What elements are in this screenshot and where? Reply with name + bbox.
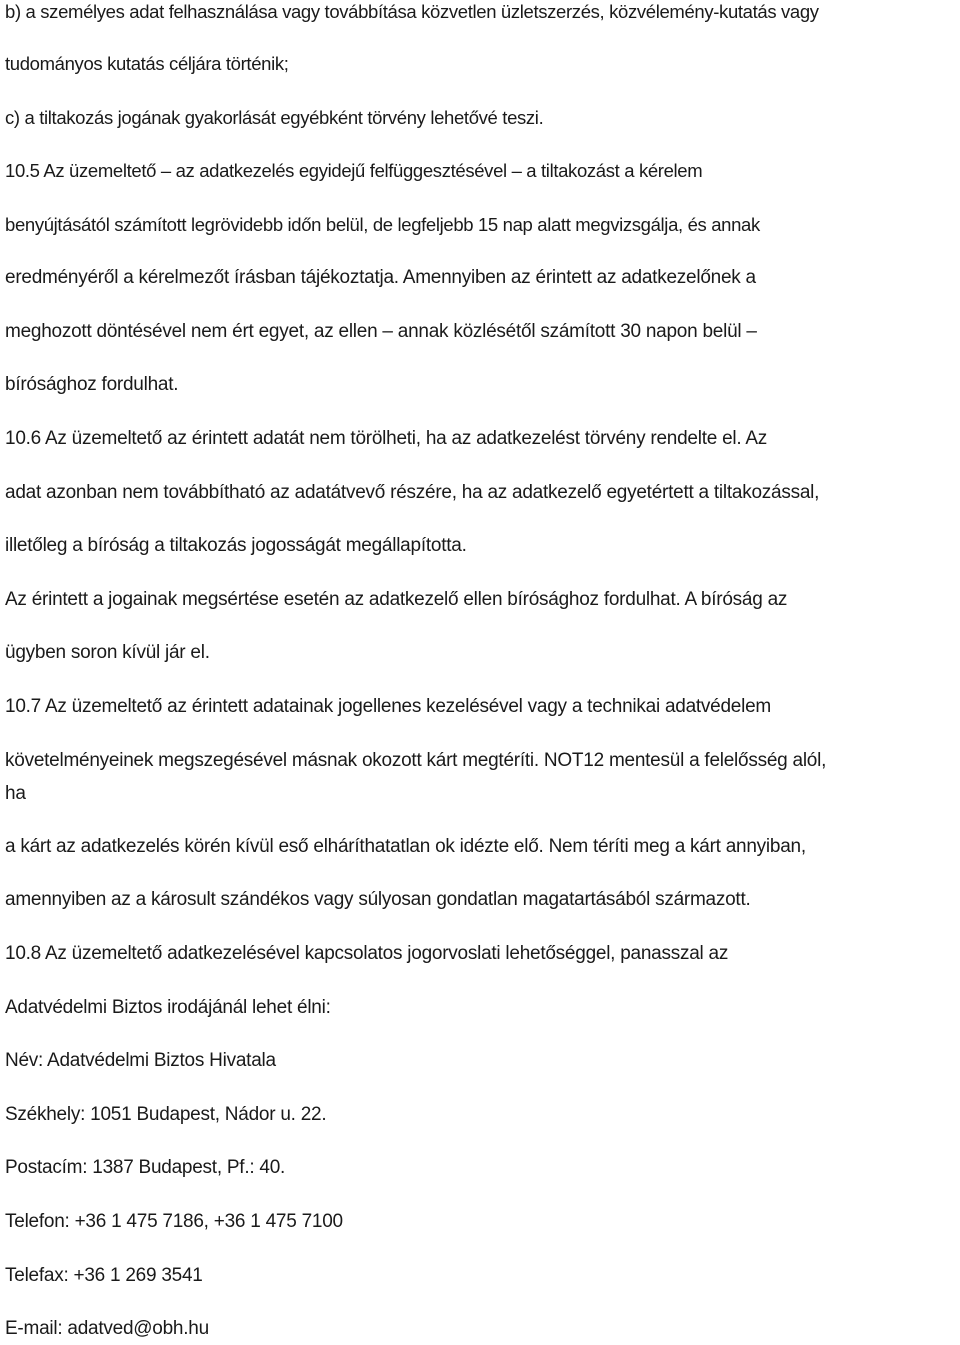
- text-line: bírósághoz fordulhat.: [5, 374, 179, 395]
- text-line: Adatvédelmi Biztos irodájánál lehet élni:: [5, 997, 331, 1018]
- text-line: Név: Adatvédelmi Biztos Hivatala: [5, 1050, 276, 1071]
- text-line: adat azonban nem továbbítható az adatátvevő részére, ha az adatkezelő egyetértett a tiltakozással,: [5, 482, 820, 503]
- email-line: E-mail: adatved@obh.hu: [5, 1318, 209, 1339]
- text-line: ügyben soron kívül jár el.: [5, 642, 210, 663]
- text-line: Postacím: 1387 Budapest, Pf.: 40.: [5, 1157, 286, 1178]
- text-line: Székhely: 1051 Budapest, Nádor u. 22.: [5, 1104, 327, 1125]
- text-line: amennyiben az a károsult szándékos vagy súlyosan gondatlan magatartásából származott.: [5, 889, 751, 910]
- text-line: Az érintett a jogainak megsértése esetén az adatkezelő ellen bírósághoz fordulhat. A bíróság az: [5, 589, 788, 610]
- text-line: b) a személyes adat felhasználása vagy továbbítása közvetlen üzletszerzés, közvélemény-kutatás vagy: [5, 1, 819, 22]
- text-line: tudományos kutatás céljára történik;: [5, 53, 289, 74]
- text-line: eredményéről a kérelmezőt írásban tájékoztatja. Amennyiben az érintett az adatkezelőnek a: [5, 267, 756, 288]
- text-line: Telefon: +36 1 475 7186, +36 1 475 7100: [5, 1211, 343, 1232]
- text-line: a kárt az adatkezelés körén kívül eső elháríthatatlan ok idézte elő. Nem téríti meg a kárt annyiban,: [5, 836, 806, 857]
- text-line: 10.8 Az üzemeltető adatkezelésével kapcsolatos jogorvoslati lehetőséggel, panasszal az: [5, 943, 729, 964]
- text-line: 10.5 Az üzemeltető – az adatkezelés egyidejű felfüggesztésével – a tiltakozást a kérelem: [5, 160, 703, 181]
- text-line: 10.6 Az üzemeltető az érintett adatát nem törölheti, ha az adatkezelést törvény rendelte el. Az: [5, 428, 768, 449]
- text-line: követelményeinek megszegésével másnak okozott kárt megtéríti. NOT12 mentesül a felelősség alól,: [5, 750, 827, 771]
- text-line: c) a tiltakozás jogának gyakorlását egyébként törvény lehetővé teszi.: [5, 107, 544, 128]
- text-line: benyújtásától számított legrövidebb időn belül, de legfeljebb 15 nap alatt megvizsgálja, és annak: [5, 214, 760, 235]
- text-line: meghozott döntésével nem ért egyet, az ellen – annak közlésétől számított 30 napon belül –: [5, 321, 757, 342]
- text-line: Telefax: +36 1 269 3541: [5, 1265, 203, 1286]
- text-line: 10.7 Az üzemeltető az érintett adatainak jogellenes kezelésével vagy a technikai adatvédelem: [5, 696, 771, 717]
- text-line: ha: [5, 783, 26, 804]
- text-line: illetőleg a bíróság a tiltakozás jogosságát megállapította.: [5, 535, 467, 556]
